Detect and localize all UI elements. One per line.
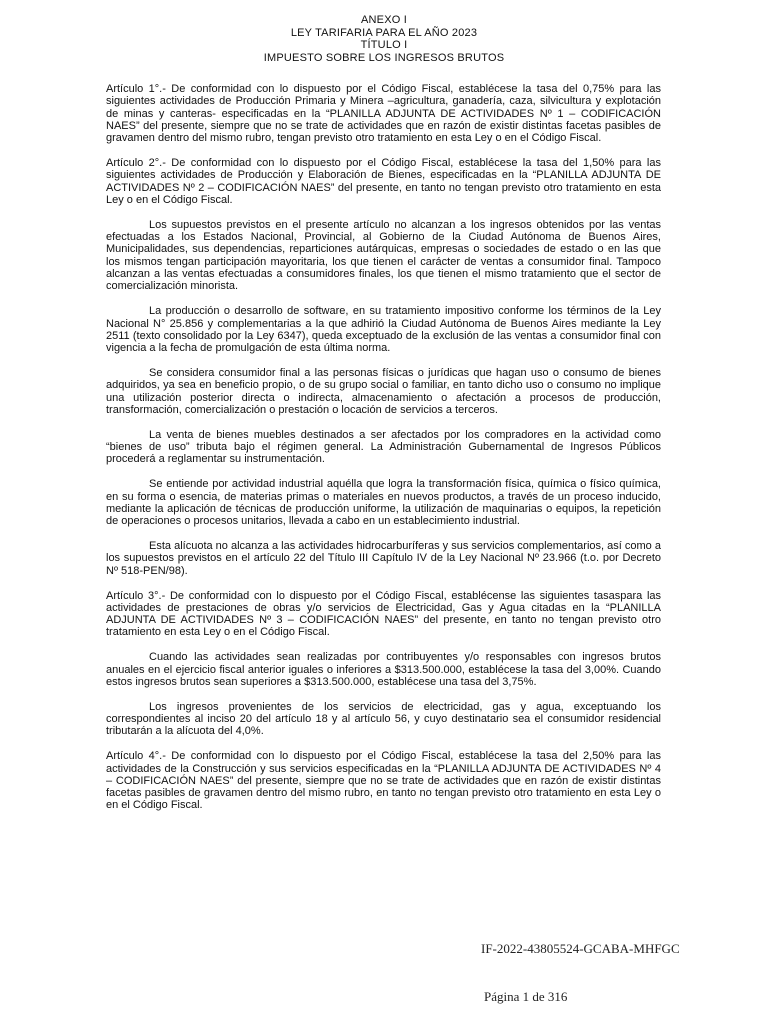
law-title: LEY TARIFARIA PARA EL AÑO 2023: [290, 26, 478, 39]
annex-title: ANEXO I: [360, 14, 408, 26]
document-body: [106, 83, 661, 824]
industrial-activity-paragraph: Se entiende por actividad industrial aquélla que logra la transformación física, química o físico química, en su forma o esencia, de materias primas o materiales en nuevos productos, a través de un proceso inducido, mediante la aplicación de técnicas de producción uniforme, la utilización de maquinarias o equipos, la repetición de operaciones o procesos unitarios, llevada a cabo en un establecimiento industrial.: [106, 478, 661, 528]
hydrocarbon-exclusion-paragraph: Esta alícuota no alcanza a las actividades hidrocarburíferas y sus servicios complementarios, así como a los supuestos previstos en el artículo 22 del Título III Capítulo IV de la Ley Nacional Nº 23.966 (t.o. por Decreto Nº 518-PEN/98).: [106, 540, 661, 577]
article-1-paragraph: Artículo 1°.- De conformidad con lo dispuesto por el Código Fiscal, establécese la tasa del 0,75% para las siguientes actividades de Producción Primaria y Minera –agricultura, ganadería, caza, silvicultura y explotación de minas y canteras- especificadas en la “PLANILLA ADJUNTA DE ACTIVIDADES Nº 1 – CODIFICACIÓN NAES” del presente, siempre que no se trate de actividades que en razón de existir distintas facetas pasibles de gravamen dentro del mismo rubro, tengan previsto otro tratamiento en esta Ley o en el Código Fiscal.: [106, 83, 661, 145]
article-3-paragraph: Artículo 3°.- De conformidad con lo dispuesto por el Código Fiscal, establécense las siguientes tasaspara las actividades de prestaciones de obras y/o servicios de Electricidad, Gas y Agua citadas en la “PLANILLA ADJUNTA DE ACTIVIDADES Nº 3 – CODIFICACIÓN NAES” del presente, en tanto no tengan previsto otro tratamiento en esta Ley o en el Código Fiscal.: [106, 589, 661, 639]
page-number: Página 1 de 316: [484, 989, 568, 1004]
article-3-rates-paragraph: Cuando las actividades sean realizadas por contribuyentes y/o responsables con ingresos brutos anuales en el ejercicio fiscal anterior iguales o inferiores a $313.500.000, establécese la tasa del 3,00%. Cuando estos ingresos brutos sean superiores a $313.500.000, establécese una tasa del 3,75%.: [106, 651, 661, 688]
title-number: TÍTULO I: [360, 39, 408, 51]
final-consumer-paragraph: Se considera consumidor final a las personas físicas o jurídicas que hagan uso o consumo de bienes adquiridos, ya sea en beneficio propio, o de su grupo social o familiar, en tanto dicho uso o consumo no implique una utilización posterior directa o indirecta, almacenamiento o afectación a procesos de producción, transformación, comercialización o prestación o locación de servicios a terceros.: [106, 367, 661, 416]
tax-title: IMPUESTO SOBRE LOS INGRESOS BRUTOS: [263, 51, 505, 64]
residential-services-paragraph: Los ingresos provenientes de los servicios de electricidad, gas y agua, exceptuando los correspondientes al inciso 20 del artículo 18 y al artículo 56, y cuyo destinatario sea el consumidor residencial tributarán a la alícuota del 4,0%.: [106, 700, 661, 738]
capital-goods-paragraph: La venta de bienes muebles destinados a ser afectados por los compradores en la actividad como “bienes de uso” tributa bajo el régimen general. La Administración Gubernamental de Ingresos Públicos procederá a reglamentar su instrumentación.: [106, 428, 661, 466]
software-paragraph: La producción o desarrollo de software, en su tratamiento impositivo conforme los términos de la Ley Nacional N° 25.856 y complementarias a la que adhirió la Ciudad Autónoma de Buenos Aires mediante la Ley 2511 (texto consolidado por la Ley 6347), queda exceptuado de la exclusión de las ventas a consumidor final con vigencia a la fecha de promulgación de esta última norma.: [106, 305, 661, 355]
article-4-paragraph: Artículo 4°.- De conformidad con lo dispuesto por el Código Fiscal, establécese la tasa del 2,50% para las actividades de la Construcción y sus servicios especificadas en la “PLANILLA ADJUNTA DE ACTIVIDADES Nº 4 – CODIFICACIÓN NAES” del presente, siempre que no se trate de actividades que en razón de existir distintas facetas pasibles de gravamen dentro del mismo rubro, en tanto no tengan previsto otro tratamiento en esta Ley o en el Código Fiscal.: [106, 750, 661, 812]
document-id: IF-2022-43805524-GCABA-MHFGC: [481, 941, 680, 956]
article-2-paragraph: Artículo 2°.- De conformidad con lo dispuesto por el Código Fiscal, establécese la tasa del 1,50% para las siguientes actividades de Producción y Elaboración de Bienes, especificadas en la “PLANILLA ADJUNTA DE ACTIVIDADES Nº 2 – CODIFICACIÓN NAES” del presente, en tanto no tengan previsto otro tratamiento en esta Ley o en el Código Fiscal.: [106, 157, 661, 206]
document-header: [0, 14, 768, 64]
article-2-exclusions-paragraph: Los supuestos previstos en el presente artículo no alcanzan a los ingresos obtenidos por las ventas efectuadas a los Estados Nacional, Provincial, al Gobierno de la Ciudad Autónoma de Buenos Aires, Municipalidades, sus dependencias, reparticiones autárquicas, empresas o sociedades de estado o en las que los mismos tengan participación mayoritaria, los que tienen el carácter de ventas a consumidor final. Tampoco alcanzan a las ventas efectuadas a consumidores finales, los que tienen el mismo tratamiento que el sector de comercialización minorista.: [106, 218, 661, 293]
